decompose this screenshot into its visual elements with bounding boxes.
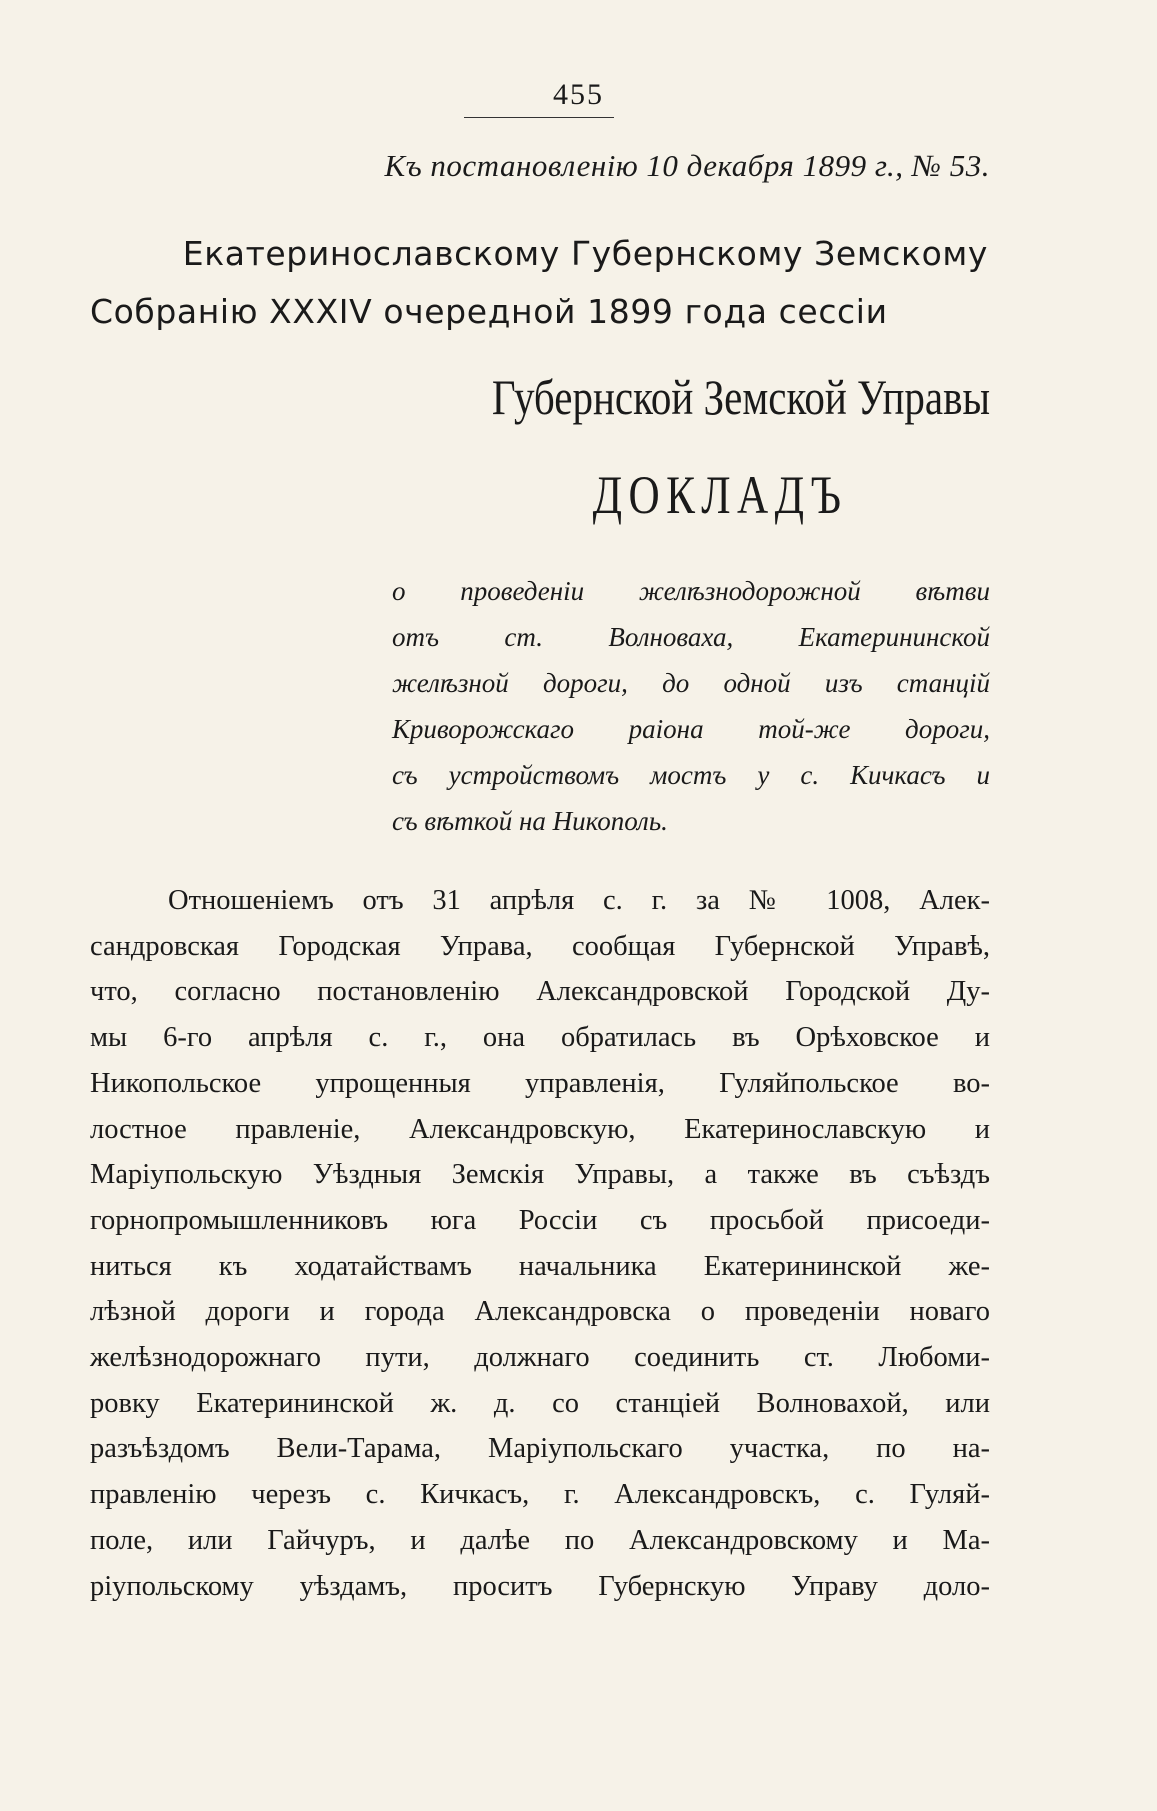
subject-line: съ вѣткой на Никополь. — [392, 806, 668, 836]
issuing-authority: Губернской Земской Управы — [491, 369, 990, 425]
body-line: ниться къ ходатайствамъ начальника Екатерининской же- — [90, 1250, 990, 1282]
body-line: разъѣздомъ Вели-Тарама, Маріупольскаго участка, по на- — [90, 1433, 990, 1465]
page-number-rule — [464, 117, 614, 118]
body-line: ровку Екатерининской ж. д. со станціей Волновахой, или — [90, 1387, 990, 1419]
body-line: горнопромышленниковъ юга Россіи съ просьбой присоеди- — [90, 1204, 990, 1236]
body-line: лѣзной дороги и города Александровска о проведеніи новаго — [90, 1296, 990, 1328]
subject-line: отъ ст. Волноваха, Екатерининской — [392, 622, 990, 652]
body-paragraph — [90, 878, 990, 1609]
addressee-line: Собранію XXXIV очередной 1899 года сессіи — [90, 292, 888, 331]
subject-line: о проведеніи желѣзнодорожной вѣтви — [392, 576, 990, 606]
subject-line: Криворожскаго раіона той-же дороги, — [392, 714, 990, 744]
body-line: поле, или Гайчуръ, и далѣе по Александровскому и Ма- — [90, 1524, 990, 1556]
body-line: Никопольское упрощенныя управленія, Гуляйпольское во- — [90, 1067, 990, 1099]
page-number: 455 — [553, 78, 604, 111]
body-line: ріупольскому уѣздамъ, проситъ Губернскую Управу доло- — [90, 1570, 990, 1602]
report-subject — [392, 568, 990, 844]
body-line: Отношеніемъ отъ 31 апрѣля с. г. за № 1008, Алек- — [168, 885, 990, 916]
addressee-line: Екатеринославскому Губернскому Земскому — [182, 234, 988, 273]
body-line: мы 6-го апрѣля с. г., она обратилась въ Орѣховское и — [90, 1022, 990, 1054]
addressee-block — [90, 225, 990, 341]
body-line: лостное правленіе, Александровскую, Екатеринославскую и — [90, 1113, 990, 1145]
body-line: Маріупольскую Уѣздныя Земскія Управы, а также въ съѣздъ — [90, 1159, 990, 1191]
subject-line: съ устройствомъ мостъ у с. Кичкасъ и — [392, 760, 990, 790]
body-line: что, согласно постановленію Александровской Городской Ду- — [90, 976, 990, 1008]
subject-line: желѣзной дороги, до одной изъ станцій — [392, 668, 990, 698]
report-title: ДОКЛАДЪ — [592, 465, 848, 525]
body-line: правленію черезъ с. Кичкасъ, г. Александровскъ, с. Гуляй- — [90, 1479, 990, 1511]
body-line: желѣзнодорожнаго пути, должнаго соединить ст. Любоми- — [90, 1342, 990, 1374]
resolution-reference: Къ постановленію 10 декабря 1899 г., № 53. — [384, 148, 990, 183]
body-line: сандровская Городская Управа, сообщая Губернской Управѣ, — [90, 930, 990, 962]
